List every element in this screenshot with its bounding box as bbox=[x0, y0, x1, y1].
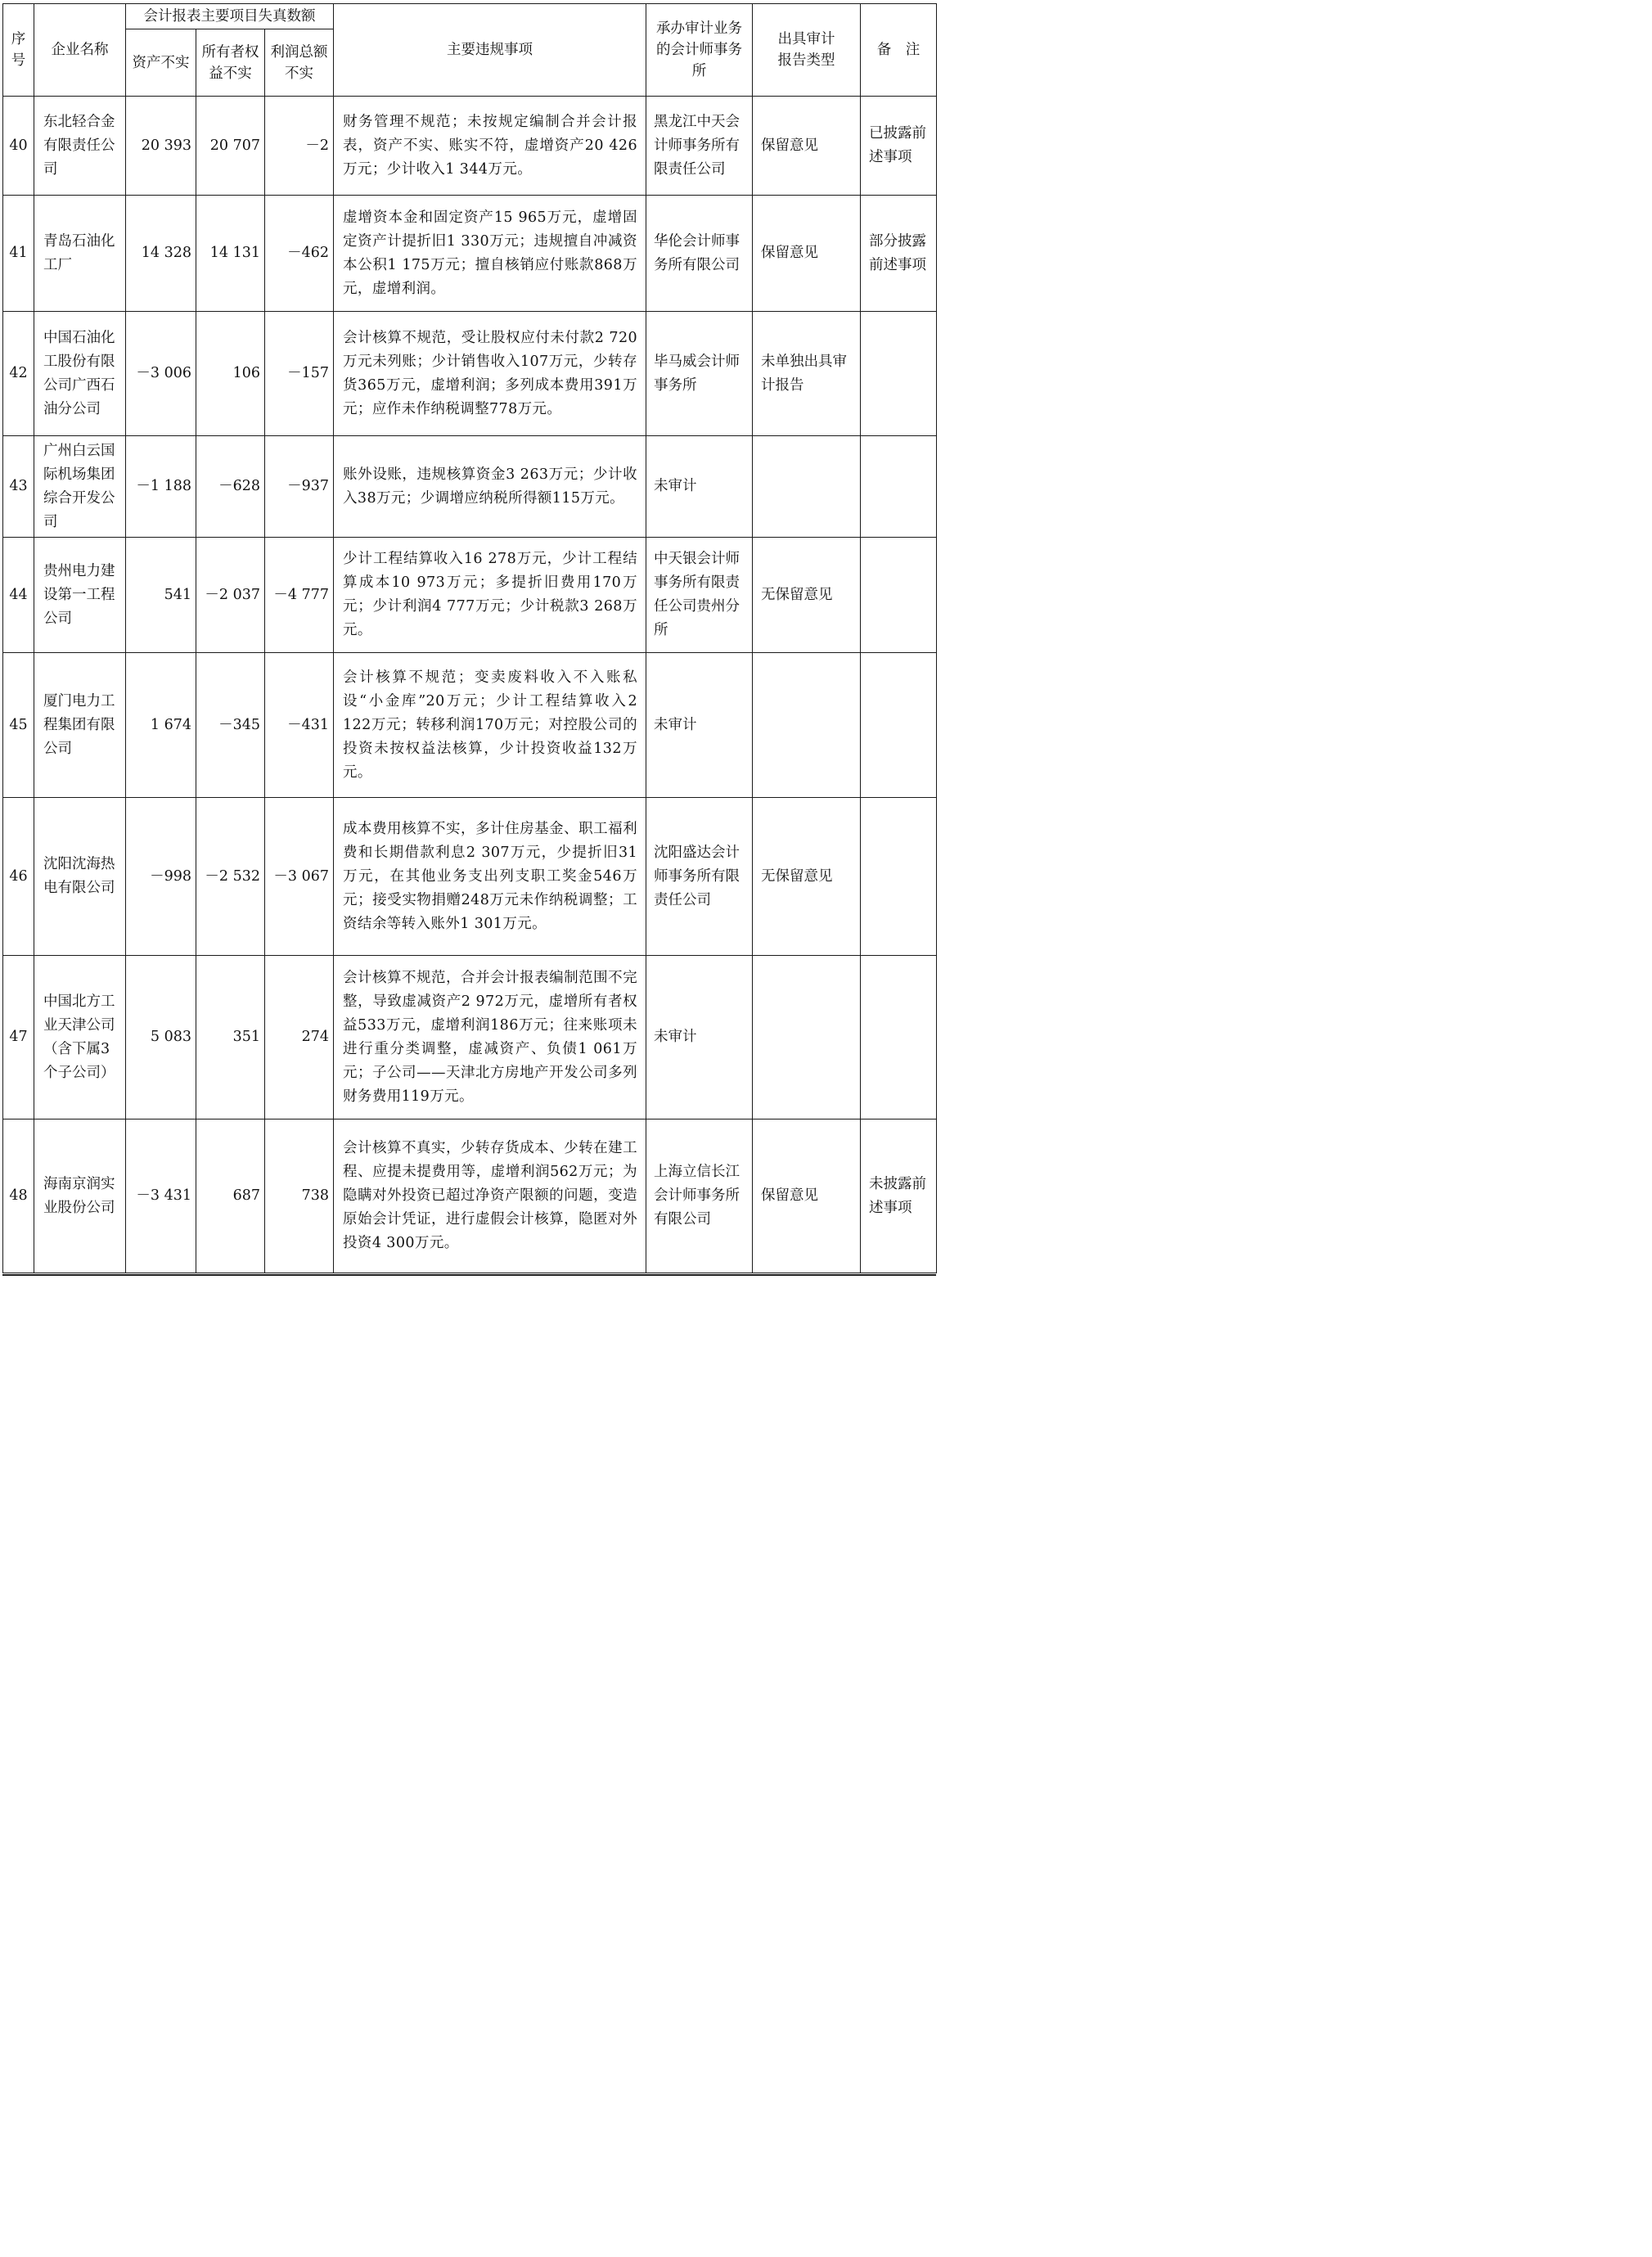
profit-value: 738 bbox=[265, 1119, 334, 1273]
report-type bbox=[753, 653, 861, 798]
violation-issues: 成本费用核算不实，多计住房基金、职工福利费和长期借款利息2 307万元，少提折旧31万元，在其他业务支出列支职工奖金546万元；接受实物捐赠248万元未作纳税调整；工资结余等转入账外1 301万元。 bbox=[334, 798, 646, 956]
bottom-rule bbox=[2, 1274, 936, 1276]
audit-firm: 未审计 bbox=[646, 436, 753, 538]
profit-value: 274 bbox=[265, 956, 334, 1119]
company-name: 海南京润实业股份公司 bbox=[34, 1119, 126, 1273]
header-profit: 利润总额不实 bbox=[265, 29, 334, 97]
violation-issues: 会计核算不真实，少转存货成本、少转在建工程、应提未提费用等，虚增利润562万元；为隐瞒对外投资已超过净资产限额的问题，变造原始会计凭证，进行虚假会计核算，隐匿对外投资4 300万元。 bbox=[334, 1119, 646, 1273]
violation-issues: 财务管理不规范；未按规定编制合并会计报表，资产不实、账实不符，虚增资产20 426万元；少计收入1 344万元。 bbox=[334, 97, 646, 196]
header-firm: 承办审计业务的会计师事务所 bbox=[646, 4, 753, 97]
assets-value: 20 393 bbox=[126, 97, 196, 196]
row-number: 42 bbox=[3, 312, 34, 436]
profit-value: －937 bbox=[265, 436, 334, 538]
assets-value: －3 431 bbox=[126, 1119, 196, 1273]
profit-value: －4 777 bbox=[265, 538, 334, 653]
equity-value: 351 bbox=[196, 956, 265, 1119]
assets-value: 14 328 bbox=[126, 196, 196, 312]
remark bbox=[861, 538, 937, 653]
profit-value: －462 bbox=[265, 196, 334, 312]
header-row-top bbox=[3, 4, 937, 29]
equity-value: －628 bbox=[196, 436, 265, 538]
audit-firm: 黑龙江中天会计师事务所有限责任公司 bbox=[646, 97, 753, 196]
assets-value: －998 bbox=[126, 798, 196, 956]
remark bbox=[861, 798, 937, 956]
row-number: 45 bbox=[3, 653, 34, 798]
company-name: 青岛石油化工厂 bbox=[34, 196, 126, 312]
violation-issues: 会计核算不规范；变卖废料收入不入账私设“小金库”20万元；少计工程结算收入2 122万元；转移利润170万元；对控股公司的投资未按权益法核算，少计投资收益132万元。 bbox=[334, 653, 646, 798]
company-name: 中国北方工业天津公司（含下属3个子公司） bbox=[34, 956, 126, 1119]
violation-issues: 账外设账，违规核算资金3 263万元；少计收入38万元；少调增应纳税所得额115万元。 bbox=[334, 436, 646, 538]
equity-value: －2 532 bbox=[196, 798, 265, 956]
remark bbox=[861, 653, 937, 798]
company-name: 中国石油化工股份有限公司广西石油分公司 bbox=[34, 312, 126, 436]
remark bbox=[861, 436, 937, 538]
report-type: 无保留意见 bbox=[753, 538, 861, 653]
table-row bbox=[3, 436, 937, 538]
row-number: 41 bbox=[3, 196, 34, 312]
audit-firm: 未审计 bbox=[646, 956, 753, 1119]
row-number: 44 bbox=[3, 538, 34, 653]
header-company: 企业名称 bbox=[34, 4, 126, 97]
report-type: 保留意见 bbox=[753, 196, 861, 312]
equity-value: 687 bbox=[196, 1119, 265, 1273]
company-name: 广州白云国际机场集团综合开发公司 bbox=[34, 436, 126, 538]
remark bbox=[861, 312, 937, 436]
remark bbox=[861, 956, 937, 1119]
equity-value: 106 bbox=[196, 312, 265, 436]
row-number: 47 bbox=[3, 956, 34, 1119]
audit-firm: 未审计 bbox=[646, 653, 753, 798]
report-type: 保留意见 bbox=[753, 97, 861, 196]
report-type: 保留意见 bbox=[753, 1119, 861, 1273]
company-name: 贵州电力建设第一工程公司 bbox=[34, 538, 126, 653]
header-report-type: 出具审计报告类型 bbox=[753, 4, 861, 97]
header-distortion-group: 会计报表主要项目失真数额 bbox=[126, 4, 334, 29]
header-note: 备 注 bbox=[861, 4, 937, 97]
row-number: 40 bbox=[3, 97, 34, 196]
report-type: 无保留意见 bbox=[753, 798, 861, 956]
equity-value: －2 037 bbox=[196, 538, 265, 653]
assets-value: 1 674 bbox=[126, 653, 196, 798]
equity-value: 20 707 bbox=[196, 97, 265, 196]
table-row bbox=[3, 798, 937, 956]
profit-value: －157 bbox=[265, 312, 334, 436]
violation-issues: 少计工程结算收入16 278万元，少计工程结算成本10 973万元；多提折旧费用170万元；少计利润4 777万元；少计税款3 268万元。 bbox=[334, 538, 646, 653]
assets-value: 541 bbox=[126, 538, 196, 653]
violation-issues: 会计核算不规范，合并会计报表编制范围不完整，导致虚减资产2 972万元，虚增所有者权益533万元，虚增利润186万元；往来账项未进行重分类调整，虚减资产、负债1 061万元；子公司——天津北方房地产开发公司多列财务费用119万元。 bbox=[334, 956, 646, 1119]
report-type bbox=[753, 956, 861, 1119]
header-issues: 主要违规事项 bbox=[334, 4, 646, 97]
audit-table bbox=[2, 3, 937, 1273]
remark: 已披露前述事项 bbox=[861, 97, 937, 196]
profit-value: －2 bbox=[265, 97, 334, 196]
violation-issues: 虚增资本金和固定资产15 965万元，虚增固定资产计提折旧1 330万元；违规擅自冲减资本公积1 175万元；擅自核销应付账款868万元，虚增利润。 bbox=[334, 196, 646, 312]
report-type: 未单独出具审计报告 bbox=[753, 312, 861, 436]
table-row bbox=[3, 653, 937, 798]
company-name: 东北轻合金有限责任公司 bbox=[34, 97, 126, 196]
profit-value: －3 067 bbox=[265, 798, 334, 956]
remark: 部分披露前述事项 bbox=[861, 196, 937, 312]
row-number: 43 bbox=[3, 436, 34, 538]
company-name: 沈阳沈海热电有限公司 bbox=[34, 798, 126, 956]
header-seq: 序号 bbox=[3, 4, 34, 97]
row-number: 48 bbox=[3, 1119, 34, 1273]
audit-firm: 中天银会计师事务所有限责任公司贵州分所 bbox=[646, 538, 753, 653]
audit-firm: 毕马威会计师事务所 bbox=[646, 312, 753, 436]
table-row bbox=[3, 97, 937, 196]
profit-value: －431 bbox=[265, 653, 334, 798]
equity-value: －345 bbox=[196, 653, 265, 798]
table-row bbox=[3, 538, 937, 653]
table-row bbox=[3, 312, 937, 436]
violation-issues: 会计核算不规范，受让股权应付未付款2 720万元未列账；少计销售收入107万元，少转存货365万元，虚增利润；多列成本费用391万元；应作未作纳税调整778万元。 bbox=[334, 312, 646, 436]
audit-firm: 华伦会计师事务所有限公司 bbox=[646, 196, 753, 312]
assets-value: －1 188 bbox=[126, 436, 196, 538]
assets-value: －3 006 bbox=[126, 312, 196, 436]
table-row bbox=[3, 196, 937, 312]
audit-firm: 上海立信长江会计师事务所有限公司 bbox=[646, 1119, 753, 1273]
equity-value: 14 131 bbox=[196, 196, 265, 312]
header-equity: 所有者权益不实 bbox=[196, 29, 265, 97]
assets-value: 5 083 bbox=[126, 956, 196, 1119]
table-row bbox=[3, 1119, 937, 1273]
remark: 未披露前述事项 bbox=[861, 1119, 937, 1273]
header-assets: 资产不实 bbox=[126, 29, 196, 97]
company-name: 厦门电力工程集团有限公司 bbox=[34, 653, 126, 798]
table-row bbox=[3, 956, 937, 1119]
audit-firm: 沈阳盛达会计师事务所有限责任公司 bbox=[646, 798, 753, 956]
row-number: 46 bbox=[3, 798, 34, 956]
report-type bbox=[753, 436, 861, 538]
document-page bbox=[0, 0, 939, 1278]
